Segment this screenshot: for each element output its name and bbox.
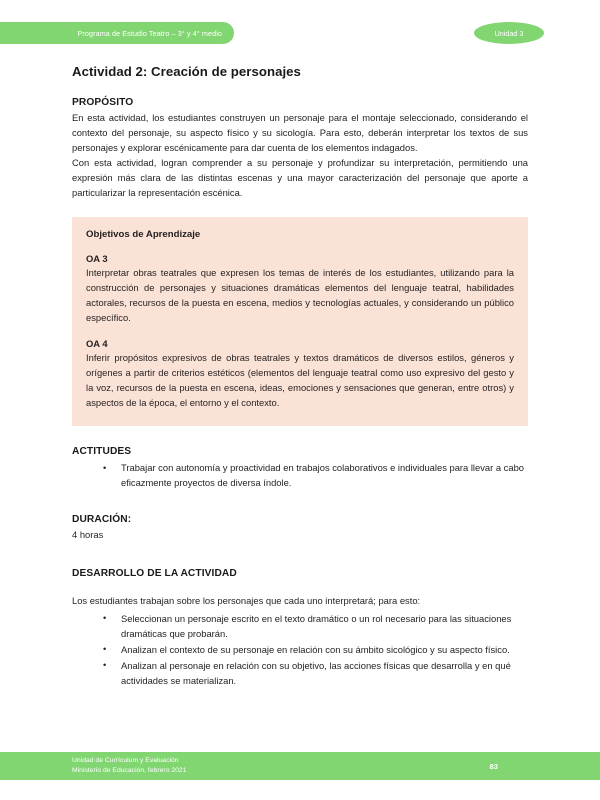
footer-credits — [72, 756, 186, 776]
footer-line-2: Ministerio de Educación, febrero 2021 — [72, 767, 187, 774]
section-heading-desarrollo: DESARROLLO DE LA ACTIVIDAD — [72, 567, 237, 579]
learning-objectives-box — [72, 217, 528, 427]
page-footer — [0, 752, 600, 780]
objective-text: Inferir propósitos expresivos de obras teatrales y textos dramáticos de diversos estilos, géneros y orígenes a partir de criterios estéticos (elementos del lenguaje teatral como uso expresivo del gesto y la voz, recursos de la puesta en escena, ideas, emociones y sensaciones que generan, entre otros) y aspectos de la época, el entorno y el contexto. — [86, 351, 514, 409]
objective-text: Interpretar obras teatrales que expresen los temas de interés de los estudiantes, utilizando para la construcción de personajes y situaciones dramáticas elementos del lenguaje teatral, habilidades actorales, recursos de la puesta en escena, medios y tecnologías actuales, y considerando un público específico. — [86, 266, 514, 323]
footer-line-1: Unidad de Currículum y Evaluación — [72, 757, 179, 764]
page-header — [0, 22, 600, 44]
objective-item-oa3 — [86, 253, 514, 325]
list-item: • Seleccionan un personaje escrito en el texto dramático o un rol necesario para las situaciones dramáticas que probarán. — [103, 611, 528, 641]
program-banner — [0, 22, 234, 44]
learning-objectives-title: Objetivos de Aprendizaje — [86, 228, 201, 240]
objective-code: OA 3 — [86, 252, 108, 264]
page-number: 83 — [489, 761, 498, 771]
list-item: • Trabajar con autonomía y proactividad en trabajos colaborativos e individuales para llevar a cabo eficazmente proyectos de diversa índole. — [103, 460, 528, 490]
program-banner-label: Programa de Estudio Teatro – 3° y 4° medio — [77, 28, 222, 38]
unit-badge — [474, 22, 544, 44]
objective-code: OA 4 — [86, 337, 108, 349]
unit-badge-label: Unidad 3 — [494, 28, 524, 38]
page-title: Actividad 2: Creación de personajes — [72, 64, 301, 79]
actitudes-list — [72, 460, 528, 490]
desarrollo-list — [72, 611, 528, 688]
document-content — [72, 64, 528, 689]
section-heading-duracion: DURACIÓN: — [72, 513, 132, 525]
section-heading-proposito: PROPÓSITO — [72, 97, 134, 108]
list-item: • Analizan el contexto de su personaje en relación con su ámbito sicológico y su aspecto físico. — [103, 642, 528, 657]
duracion-value: 4 horas — [72, 528, 104, 540]
objective-item-oa4 — [86, 338, 514, 410]
proposito-paragraph-1: En esta actividad, los estudiantes construyen un personaje para el montaje seleccionado, considerando el contexto del personaje, su aspecto físico y su sicología. Para esto, deberán interpretar los textos de sus personajes y explorar escénicamente para dar cuenta de los elementos indagados. — [72, 112, 528, 154]
section-heading-actitudes: ACTITUDES — [72, 446, 132, 458]
list-item: • Analizan al personaje en relación con su objetivo, las acciones físicas que desarrolla y en qué actividades se materializan. — [103, 658, 528, 688]
desarrollo-intro: Los estudiantes trabajan sobre los personajes que cada uno interpretará; para esto: — [72, 594, 421, 606]
proposito-paragraph-2: Con esta actividad, logran comprender a su personaje y profundizar su interpretación, permitiendo una expresión más clara de las distintas escenas y una mayor caracterización del personaje que aporte a particularizar la representación escénica. — [72, 157, 528, 199]
